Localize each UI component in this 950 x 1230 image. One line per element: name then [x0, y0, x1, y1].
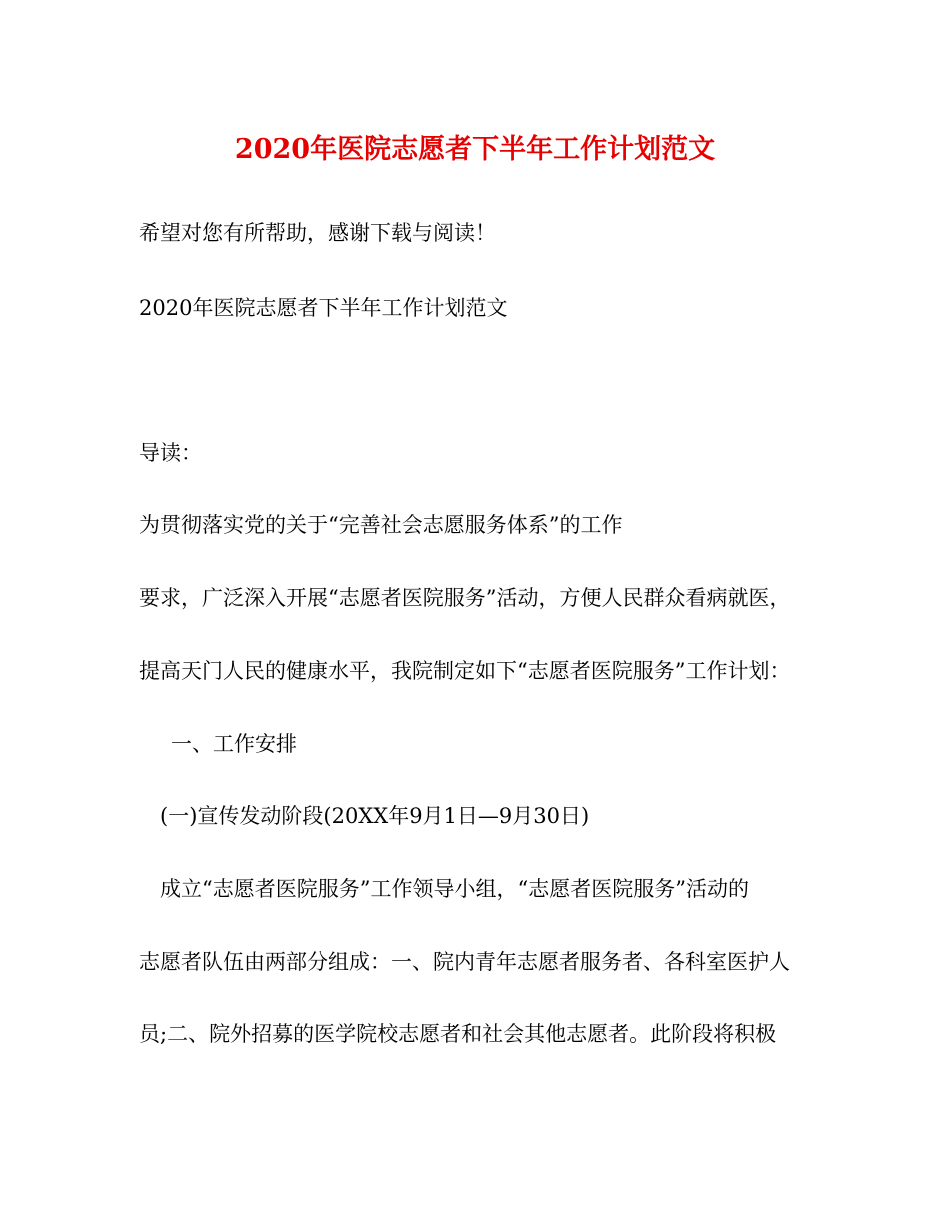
paragraph-line: 提高天门人民的健康水平，我院制定如下“志愿者医院服务”工作计划：: [139, 659, 791, 683]
intro-label: 导读：: [139, 441, 202, 465]
section-heading: 一、工作安排: [171, 732, 297, 756]
paragraph-line: 志愿者队伍由两部分组成：一、院内青年志愿者服务者、各科室医护人: [139, 950, 790, 974]
document-title: 2020年医院志愿者下半年工作计划范文: [234, 134, 716, 165]
paragraph-line: 为贯彻落实党的关于“完善社会志愿服务体系”的工作: [139, 513, 623, 537]
paragraph-line: 员;二、院外招募的医学院校志愿者和社会其他志愿者。此阶段将积极: [139, 1022, 777, 1046]
paragraph-line: 要求，广泛深入开展“志愿者医院服务”活动，方便人民群众看病就医，: [139, 586, 791, 610]
subtitle-line: 2020年医院志愿者下半年工作计划范文: [139, 296, 508, 320]
greeting-line: 希望对您有所帮助，感谢下载与阅读！: [139, 221, 496, 245]
subsection-heading: (一)宣传发动阶段(20XX年9月1日—9月30日): [160, 804, 590, 828]
paragraph-line: 成立“志愿者医院服务”工作领导小组，“志愿者医院服务”活动的: [160, 877, 749, 901]
